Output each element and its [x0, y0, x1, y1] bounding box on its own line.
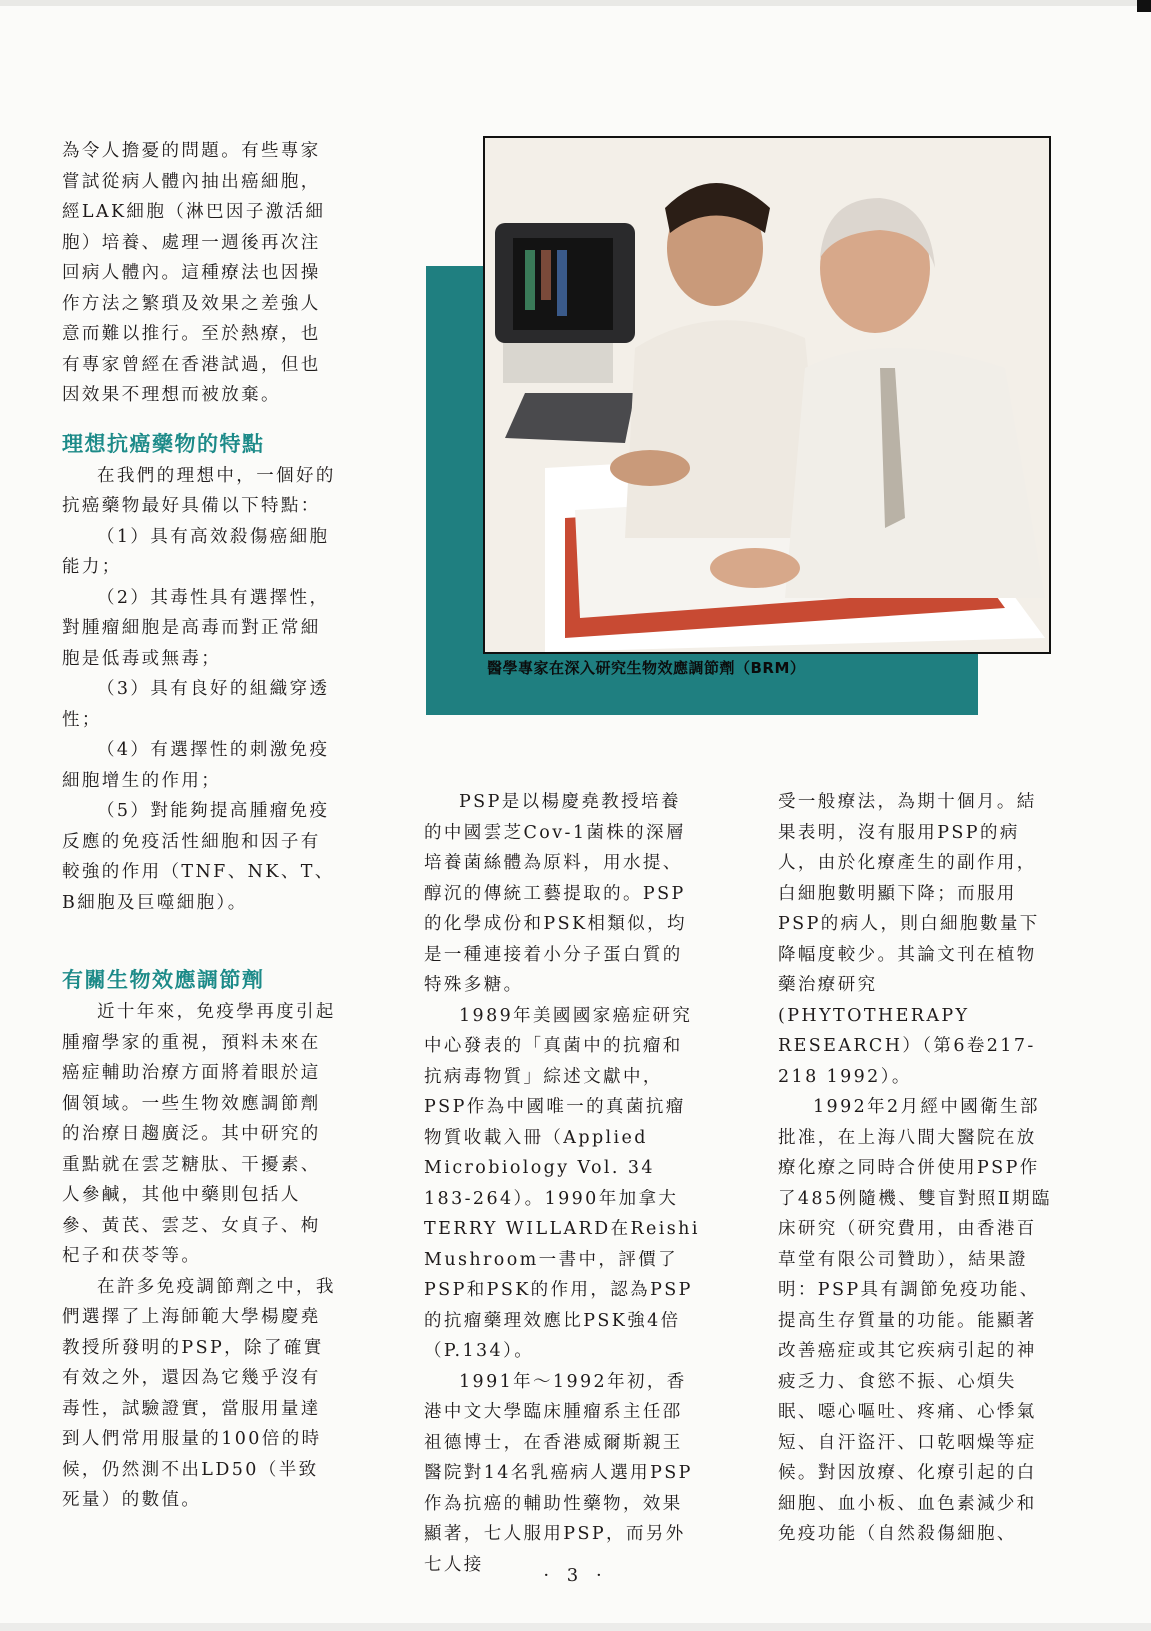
paragraph: PSP是以楊慶堯教授培養的中國雲芝Cov-1菌株的深層培養菌絲體為原料，用水提、醇沉的傳統工藝提取的。PSP的化學成份和PSK相類似，均是一種連接着小分子蛋白質的特殊多糖。 — [424, 792, 687, 995]
column-1-top — [62, 136, 337, 918]
scan-edge-bottom — [0, 1623, 1151, 1631]
list-item: （4）有選擇性的刺激免疫細胞增生的作用； — [62, 740, 330, 791]
paragraph: 1989年美國國家癌症研究中心發表的「真菌中的抗瘤和抗病毒物質」綜述文獻中，PSP作為中國唯一的真菌抗瘤物質收載入冊（Applied Microbiology Vol. 34 183-264）。1990年加拿大TERRY WILLARD在Reishi Mushroom一書中，評價了PSP和PSK的作用，認為PSP的抗瘤藥理效應比PSK強4倍（P.134）。 — [424, 1005, 700, 1361]
list-item: （1）具有高效殺傷癌細胞能力； — [62, 526, 330, 577]
list-item: （2）其毒性具有選擇性，對腫瘤細胞是高毒而對正常細胞是低毒或無毒； — [62, 587, 330, 669]
column-2 — [424, 787, 700, 1580]
list-item: （3）具有良好的組織穿透性； — [62, 679, 330, 730]
paragraph: 在我們的理想中，一個好的抗癌藥物最好具備以下特點： — [62, 465, 336, 516]
paragraph: 近十年來，免疫學再度引起腫瘤學家的重視，預料未來在癌症輔助治療方面將着眼於這個領域。一些生物效應調節劑的治療日趨廣泛。其中研究的重點就在雲芝糖肽、干擾素、人參鹹，其他中藥則包括人參、黃芪、雲芝、女貞子、枸杞子和茯苓等。 — [62, 1002, 336, 1266]
list-item: （5）對能夠提高腫瘤免疫反應的免疫活性細胞和因子有較強的作用（TNF、NK、T、B細胞及巨噬細胞）。 — [62, 801, 335, 913]
column-1-bottom — [62, 963, 337, 1516]
paragraph: 1991年～1992年初，香港中文大學臨床腫瘤系主任邵祖德博士，在香港威爾斯親王醫院對14名乳癌病人選用PSP作為抗癌的輔助性藥物，效果顯著，七人服用PSP，而另外七人接 — [424, 1371, 693, 1575]
column-3 — [778, 787, 1054, 1550]
paragraph: 在許多免疫調節劑之中，我們選擇了上海師範大學楊慶堯教授所發明的PSP，除了確實有效之外，還因為它幾乎沒有毒性，試驗證實，當服用量達到人們常用服量的100倍的時候，仍然測不出LD50（半致死量）的數值。 — [62, 1276, 336, 1510]
section-heading-brm: 有關生物效應調節劑 — [62, 968, 265, 992]
scan-edge-mark — [1137, 0, 1151, 12]
paragraph: 為令人擔憂的問題。有些專家嘗試從病人體內抽出癌細胞，經LAK細胞（淋巴因子激活細胞）培養、處理一週後再次注回病人體內。這種療法也因操作方法之繁瑣及效果之差強人意而難以推行。至於熱療，也有專家曾經在香港試過，但也因效果不理想而被放棄。 — [62, 141, 326, 405]
scan-edge-top — [0, 0, 1151, 6]
photo-illustration — [485, 138, 1049, 652]
paragraph: 1992年2月經中國衛生部批准，在上海八間大醫院在放療化療之同時合併使用PSP作了485例隨機、雙盲對照Ⅱ期臨床研究（研究費用，由香港百草堂有限公司贊助），結果證明：PSP具有調節免疫功能、提高生存質量的功能。能顯著改善癌症或其它疾病引起的神疲乏力、食慾不振、心煩失眠、噁心嘔吐、疼痛、心悸氣短、自汗盜汗、口乾咽燥等症候。對因放療、化療引起的白細胞、血小板、血色素減少和免疫功能（自然殺傷細胞、 — [778, 1097, 1052, 1544]
paragraph: 受一般療法，為期十個月。結果表明，沒有服用PSP的病人，由於化療產生的副作用，白細胞數明顯下降；而服用PSP的病人，則白細胞數量下降幅度較少。其論文刊在植物藥治療研究(PHYTOTHERAPY RESEARCH）（第6卷217-218 1992）。 — [778, 792, 1040, 1087]
figure-caption: 醫學專家在深入研究生物效應調節劑（BRM） — [487, 659, 806, 677]
photo-researchers — [483, 136, 1051, 654]
page-number: · 3 · — [543, 1565, 608, 1586]
section-heading-ideal-drug: 理想抗癌藥物的特點 — [62, 431, 265, 456]
